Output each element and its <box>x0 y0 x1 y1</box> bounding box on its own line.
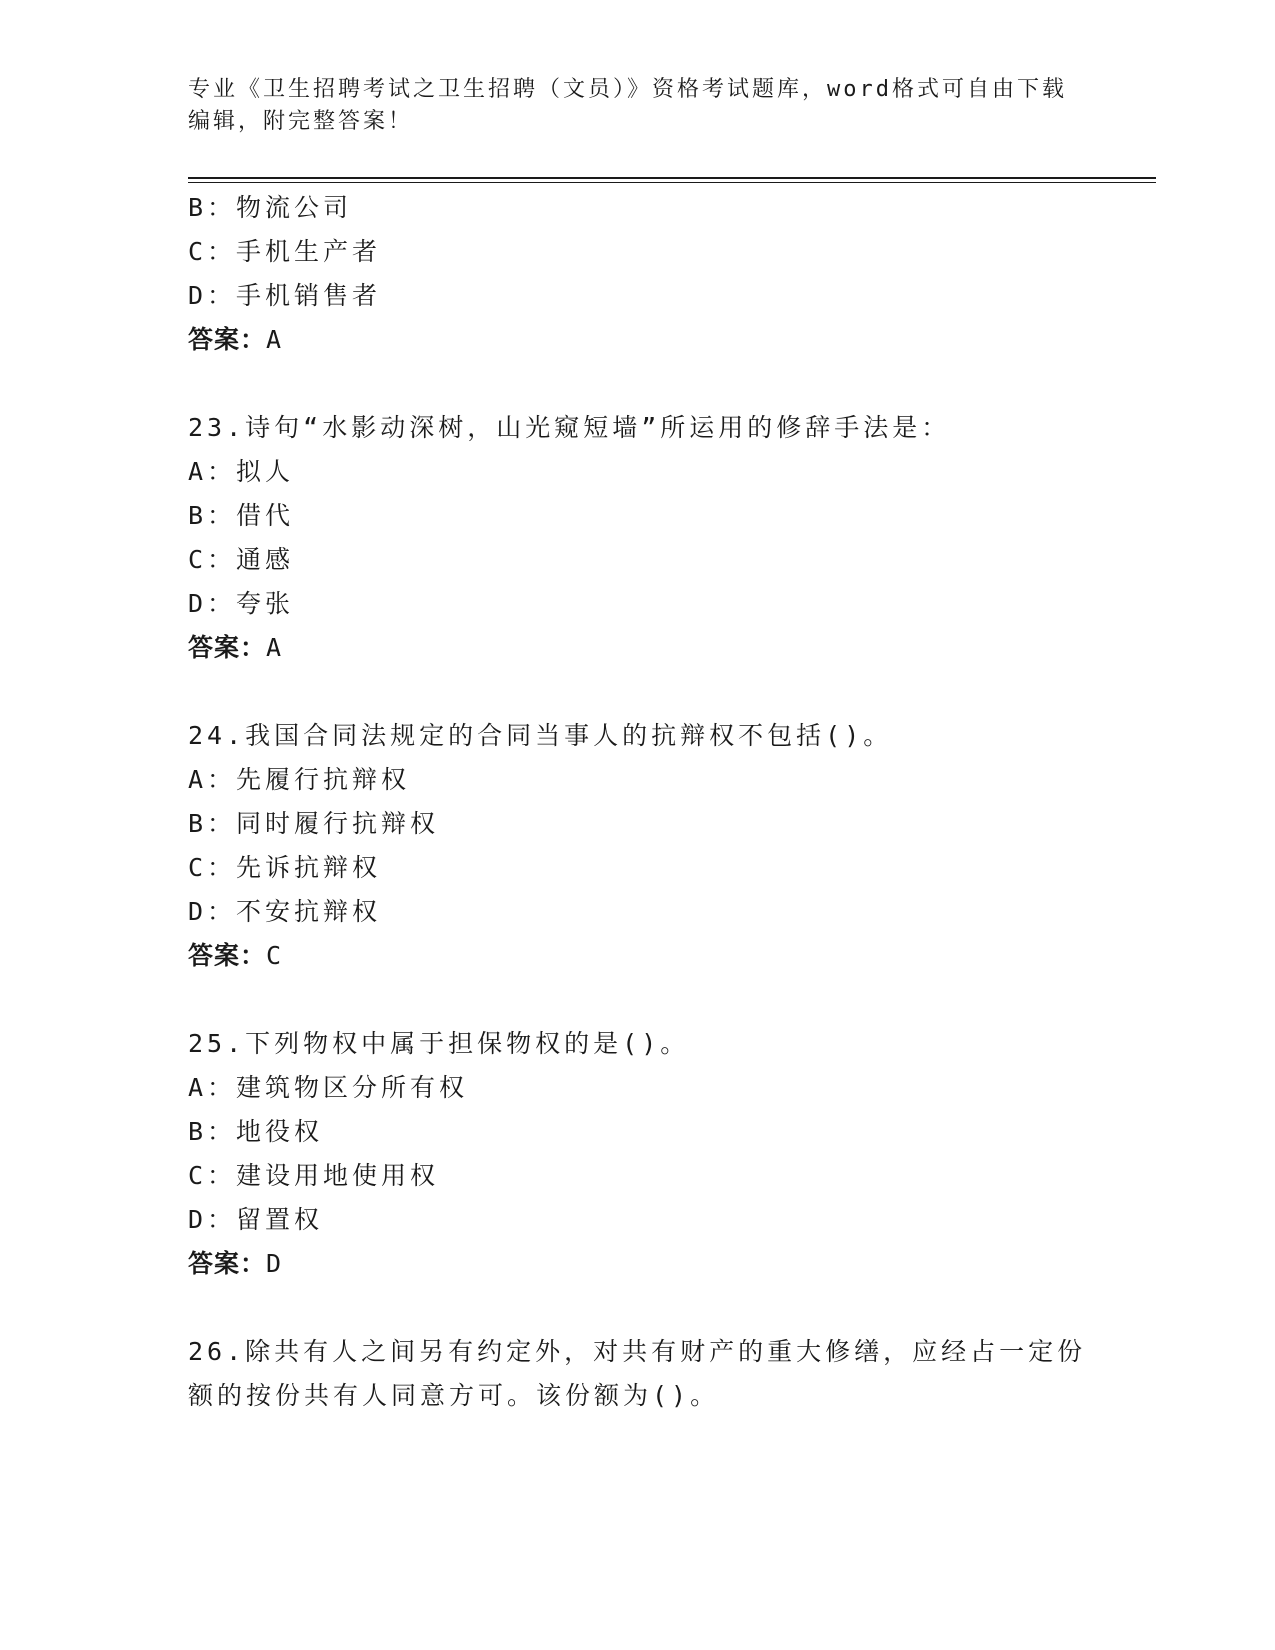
q23-answer-label: 答案： <box>188 633 267 662</box>
q25-option-c: C：建设用地使用权 <box>188 1161 440 1190</box>
q26-question-line-1: 26.除共有人之间另有约定外，对共有财产的重大修缮，应经占一定份 <box>188 1337 1087 1366</box>
document-header <box>188 74 1088 138</box>
q24-option-c: C：先诉抗辩权 <box>188 853 382 882</box>
q25-question: 25.下列物权中属于担保物权的是()。 <box>188 1029 690 1058</box>
q22-answer <box>188 323 282 357</box>
q22-option-b: B：物流公司 <box>188 193 353 222</box>
header-line-2: 编辑，附完整答案！ <box>188 109 414 134</box>
q25-option-b: B：地役权 <box>188 1117 324 1146</box>
q24-question: 24.我国合同法规定的合同当事人的抗辩权不包括()。 <box>188 721 893 750</box>
q23-answer-value: A <box>266 633 283 662</box>
q24-answer <box>188 939 282 973</box>
q24-option-a: A：先履行抗辩权 <box>188 765 411 794</box>
q23-option-d: D：夸张 <box>188 589 295 618</box>
q24-option-d: D：不安抗辩权 <box>188 897 382 926</box>
q23-option-c: C：通感 <box>188 545 295 574</box>
header-line-1: 专业《卫生招聘考试之卫生招聘（文员）》资格考试题库，word格式可自由下载 <box>188 77 1067 102</box>
q22-answer-value: A <box>266 325 283 354</box>
q25-option-a: A：建筑物区分所有权 <box>188 1073 469 1102</box>
q24-option-b: B：同时履行抗辩权 <box>188 809 440 838</box>
q24-answer-value: C <box>266 941 283 970</box>
header-divider-thin <box>188 182 1156 183</box>
q22-option-c: C：手机生产者 <box>188 237 382 266</box>
q23-option-b: B：借代 <box>188 501 295 530</box>
q22-answer-label: 答案： <box>188 325 267 354</box>
header-divider-thick <box>188 177 1156 179</box>
q23-option-a: A：拟人 <box>188 457 295 486</box>
q23-answer <box>188 631 282 665</box>
q25-answer-label: 答案： <box>188 1249 267 1278</box>
q25-answer-value: D <box>266 1249 283 1278</box>
q26-question-line-2: 额的按份共有人同意方可。该份额为()。 <box>188 1381 720 1410</box>
q22-option-d: D：手机销售者 <box>188 281 382 310</box>
q23-question: 23.诗句“水影动深树，山光窥短墙”所运用的修辞手法是： <box>188 413 951 442</box>
q25-answer <box>188 1247 282 1281</box>
q25-option-d: D：留置权 <box>188 1205 324 1234</box>
q24-answer-label: 答案： <box>188 941 267 970</box>
